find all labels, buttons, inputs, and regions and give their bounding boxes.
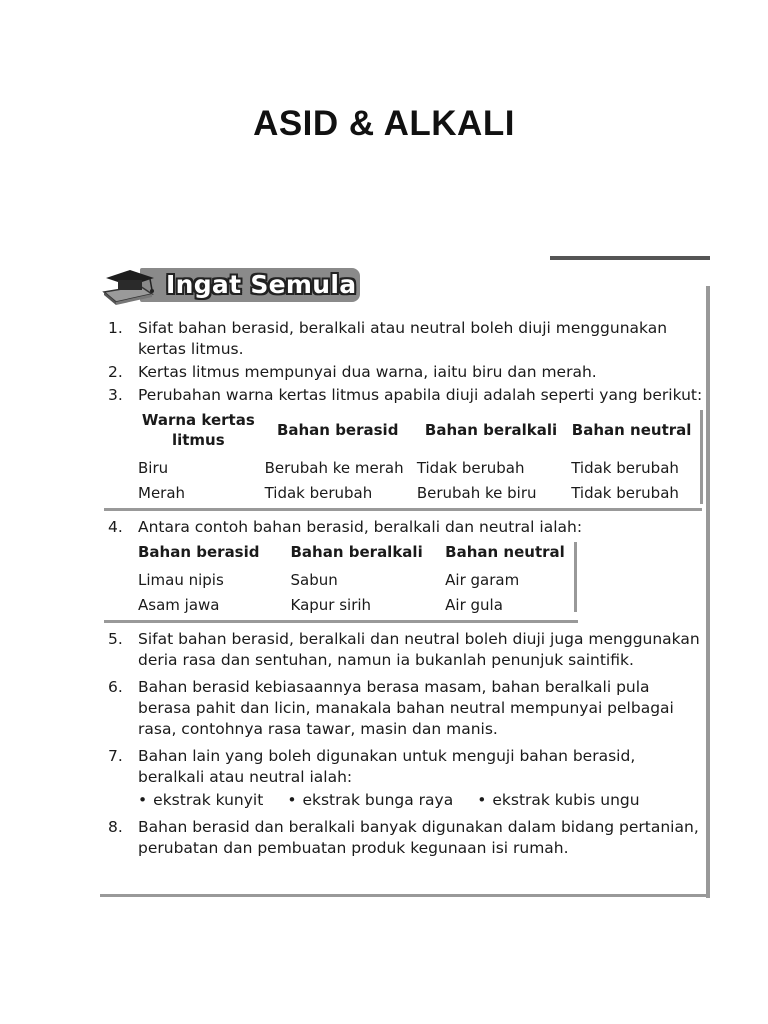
item-text: Bahan lain yang boleh digunakan untuk menguji bahan berasid, beralkali atau neutral ialah: <box>138 747 636 786</box>
item-text: Bahan berasid kebiasaannya berasa masam, bahan beralkali pula berasa pahit dan licin, manakala bahan neutral mempunyai pelbagai rasa, contohnya rasa tawar, masin dan manis. <box>138 678 674 738</box>
table-row <box>138 568 578 593</box>
table-header: Warna kertas litmus <box>141 411 255 449</box>
list-item <box>104 817 704 859</box>
table-header: Bahan beralkali <box>424 421 558 439</box>
box-border-bottom <box>100 894 710 897</box>
item-number: 3. <box>108 386 123 404</box>
list-item <box>104 746 704 811</box>
table-shadow-bottom <box>104 508 702 511</box>
item-text: Sifat bahan berasid, beralkali atau neutral boleh diuji menggunakan kertas litmus. <box>138 319 668 358</box>
table-cell: Tidak berubah <box>416 459 525 477</box>
table-shadow-bottom <box>104 620 578 623</box>
bullet-text: ekstrak kubis ungu <box>492 791 640 809</box>
table-shadow-right <box>574 542 577 612</box>
list-item <box>104 629 704 671</box>
list-item <box>104 318 704 360</box>
list-item <box>104 362 704 383</box>
table-cell: Tidak berubah <box>571 484 679 502</box>
list-item <box>104 517 704 538</box>
table-header: Bahan neutral <box>445 543 565 561</box>
table-header: Bahan beralkali <box>290 543 423 561</box>
bullet-list <box>138 790 704 811</box>
graduation-cap-book-icon <box>100 262 160 306</box>
item-text: Perubahan warna kertas litmus apabila diuji adalah seperti yang berikut: <box>138 386 703 404</box>
item-text: Kertas litmus mempunyai dua warna, iaitu biru dan merah. <box>138 363 597 381</box>
list-item <box>104 385 704 406</box>
bullet-item: • ekstrak bunga raya <box>287 791 454 809</box>
table-cell: Berubah ke biru <box>416 484 537 502</box>
item-text: Antara contoh bahan berasid, beralkali dan neutral ialah: <box>138 518 583 536</box>
table-cell: Berubah ke merah <box>264 459 404 477</box>
table-cell: Tidak berubah <box>571 459 679 477</box>
table-cell: Biru <box>138 459 169 477</box>
item-number: 4. <box>108 518 123 536</box>
table-cell: Asam jawa <box>138 596 220 614</box>
table-cell: Air garam <box>445 571 520 589</box>
item-number: 5. <box>108 630 123 648</box>
table-header: Bahan neutral <box>571 421 692 439</box>
table-cell: Merah <box>138 484 186 502</box>
content-list <box>104 318 704 861</box>
box-border-right <box>706 286 710 898</box>
list-item <box>104 677 704 740</box>
item-number: 7. <box>108 747 123 765</box>
table-shadow-right <box>700 410 703 504</box>
table-cell: Sabun <box>290 571 338 589</box>
table-row <box>138 593 578 618</box>
table-header: Bahan berasid <box>138 543 260 561</box>
litmus-table <box>138 410 698 506</box>
bullet-text: ekstrak kunyit <box>153 791 264 809</box>
page-title: ASID & ALKALI <box>253 104 515 143</box>
item-text: Bahan berasid dan beralkali banyak digunakan dalam bidang pertanian, perubatan dan pembuatan produk kegunaan isi rumah. <box>138 818 699 857</box>
bullet-item: • ekstrak kunyit <box>138 791 264 809</box>
table-row <box>138 481 698 506</box>
table-cell: Air gula <box>445 596 503 614</box>
item-number: 6. <box>108 678 123 696</box>
examples-table <box>138 542 578 618</box>
bullet-item: • ekstrak kubis ungu <box>477 791 640 809</box>
table-cell: Limau nipis <box>138 571 224 589</box>
table-row <box>138 456 698 481</box>
header-rule <box>550 256 710 260</box>
table-header: Bahan berasid <box>276 421 399 439</box>
item-text: Sifat bahan berasid, beralkali dan neutral boleh diuji juga menggunakan deria rasa dan sentuhan, namun ia bukanlah penunjuk saintifik. <box>138 630 700 669</box>
item-number: 1. <box>108 319 123 337</box>
section-title: Ingat Semula <box>166 270 357 299</box>
table-cell: Kapur sirih <box>290 596 372 614</box>
section-banner <box>100 262 362 306</box>
item-number: 2. <box>108 363 123 381</box>
item-number: 8. <box>108 818 123 836</box>
bullet-text: ekstrak bunga raya <box>302 791 454 809</box>
table-cell: Tidak berubah <box>264 484 373 502</box>
